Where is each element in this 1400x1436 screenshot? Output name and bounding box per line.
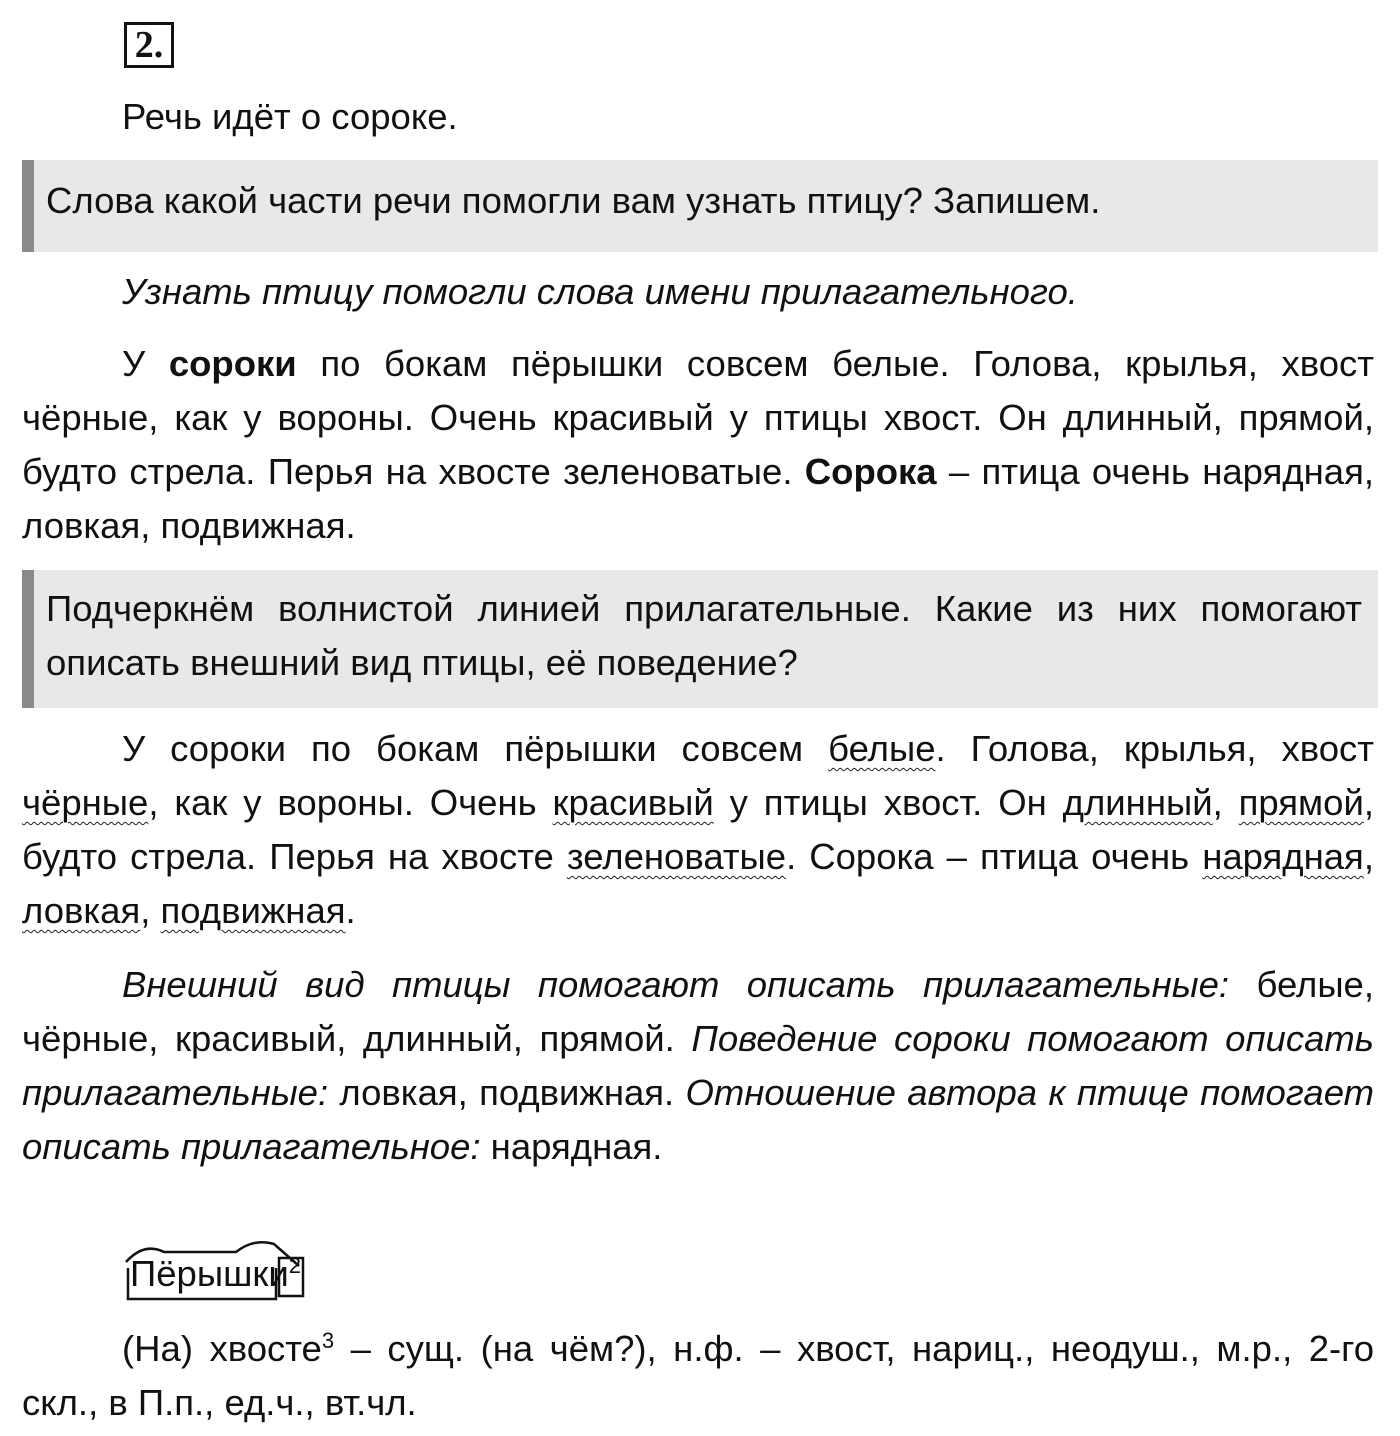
question-2-text: Подчеркнём волнистой линией прилагательные. Какие из них помогают описать внешний вид птицы, её поведение? [46, 588, 1362, 683]
source-text-paragraph [22, 337, 1374, 553]
text-segment: нарядная. [480, 1126, 663, 1167]
bold-word: сороки [168, 343, 297, 384]
text-segment: , как у вороны. Очень [148, 782, 553, 823]
answer-1-text: Узнать птицу помогли слова имени прилагательного. [122, 271, 1078, 312]
text-segment: ловкая, подвижная. [328, 1072, 686, 1113]
text-segment: – птица очень нарядная, ловкая, подвижная. [22, 451, 1374, 546]
intro-text: Речь идёт о сороке. [122, 96, 458, 137]
analyzed-word: Пёрышки [130, 1253, 289, 1294]
text-segment: , [140, 890, 161, 931]
text-segment: у птицы хвост. Он [713, 782, 1063, 823]
question-1-text: Слова какой части речи помогли вам узнать птицу? Запишем. [46, 180, 1101, 221]
text-segment: , будто стрела. Перья на хвосте [22, 782, 1374, 877]
text-segment: . Сорока – птица очень [786, 836, 1203, 877]
question-box-2 [22, 570, 1378, 708]
text-segment: по бокам пёрышки совсем белые. Голова, крылья, хвост чёрные, как у вороны. Очень красивый у птицы хвост. Он длинный, прямой, будто стрела. Перья на хвосте зеленоватые. [22, 343, 1374, 492]
text-segment: , [1212, 782, 1239, 823]
analysis-index: 3 [321, 1327, 335, 1353]
word-morphology-analysis [124, 1238, 344, 1308]
adjective-underlined: белые [828, 728, 936, 769]
text-segment: , [1363, 836, 1374, 877]
parsed-word: (На) хвосте [122, 1328, 322, 1369]
bold-word: Сорока [804, 451, 937, 492]
adjective-underlined: длинный [1062, 782, 1213, 823]
underlined-text-paragraph [22, 722, 1374, 938]
question-box-1 [22, 160, 1378, 252]
adjective-underlined: подвижная [160, 890, 346, 931]
italic-segment: Поведение сороки помогают описать прилагательные: [22, 1018, 1375, 1113]
morphology-word [130, 1252, 301, 1296]
italic-segment: Отношение автора к птице помогает описать прилагательное: [22, 1072, 1374, 1167]
text-segment: У сороки по бокам пёрышки совсем [122, 728, 829, 769]
adjective-underlined: нарядная [1202, 836, 1364, 877]
exercise-number: 2. [124, 22, 174, 68]
text-segment: . [345, 890, 356, 931]
answer-2-paragraph [22, 958, 1374, 1174]
analysis-index: 2 [288, 1252, 301, 1278]
text-segment: белые, чёрные, красивый, длинный, прямой. [22, 964, 1374, 1059]
adjective-underlined: чёрные [22, 782, 149, 823]
adjective-underlined: прямой [1238, 782, 1364, 823]
parse-details: – сущ. (на чём?), н.ф. – хвост, нариц., неодуш., м.р., 2-го скл., в П.п., ед.ч., вт.чл. [22, 1328, 1374, 1423]
adjective-underlined: зеленоватые [566, 836, 787, 877]
adjective-underlined: ловкая [22, 890, 141, 931]
italic-segment: Внешний вид птицы помогают описать прилагательные: [122, 964, 1230, 1005]
noun-parse-paragraph [22, 1322, 1374, 1430]
text-segment: . Голова, крылья, хвост [935, 728, 1374, 769]
text-segment: У [122, 343, 169, 384]
adjective-underlined: красивый [552, 782, 714, 823]
